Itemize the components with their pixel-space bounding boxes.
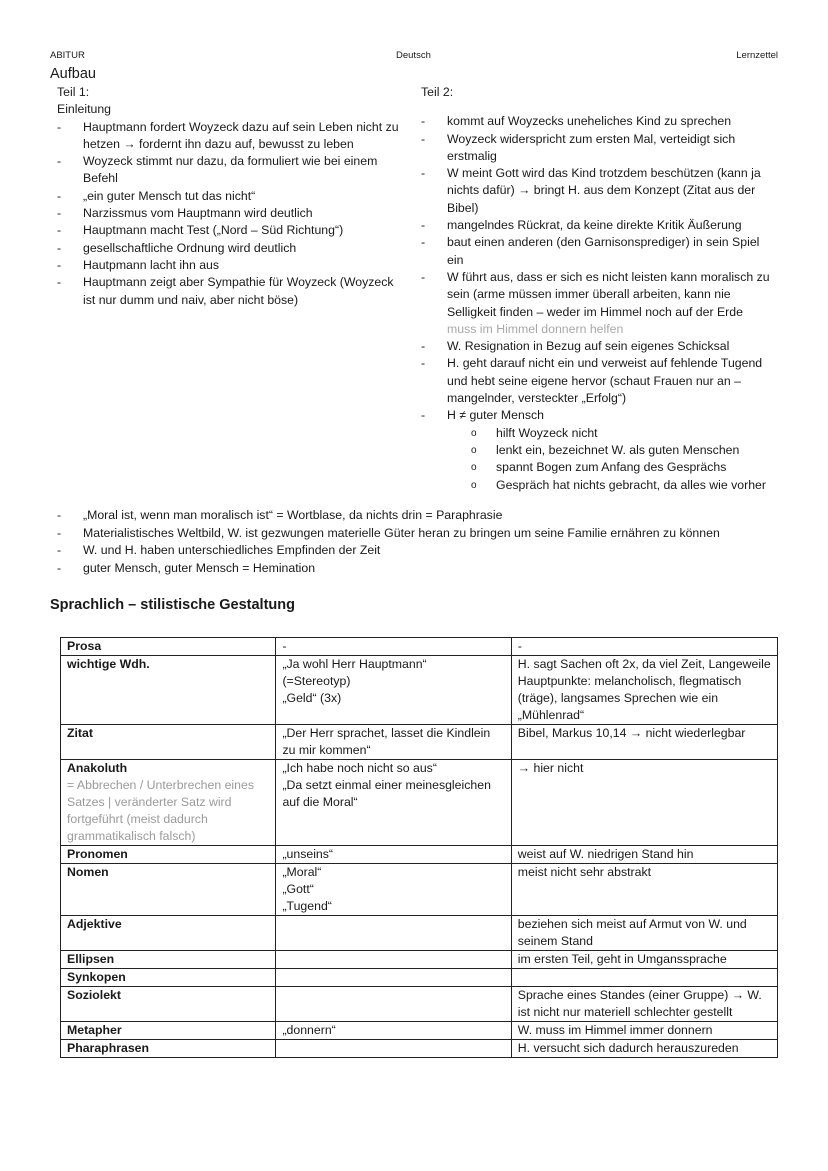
table-row [61, 987, 778, 1022]
example-line: - [282, 639, 287, 653]
teil1-list [57, 119, 407, 309]
list-item: - Hauptmann macht Test („Nord – Süd Richtung“) [57, 222, 407, 239]
term-cell [61, 987, 276, 1022]
table-row [61, 1040, 778, 1058]
teil2-label: Teil 2: [421, 85, 454, 99]
example-line: „unseins“ [282, 847, 334, 861]
table-row [61, 951, 778, 969]
term-label: Anakoluth [67, 761, 128, 775]
grey-annotation: muss im Himmel donnern helfen [447, 321, 624, 336]
term-label: Pharaphrasen [67, 1041, 150, 1055]
sub-list-item: o Gespräch hat nichts gebracht, da alles wie vorher [471, 477, 776, 494]
list-item: - mangelndes Rückrat, da keine direkte Kritik Äußerung [421, 217, 776, 234]
term-label: Zitat [67, 726, 93, 740]
list-item: - W. und H. haben unterschiedliches Empfinden der Zeit [57, 542, 797, 560]
table-row [61, 1022, 778, 1040]
list-item: - gesellschaftliche Ordnung wird deutlich [57, 240, 407, 257]
term-label: Ellipsen [67, 952, 115, 966]
example-line: „Der Herr sprachet, lasset die Kindlein zu mir kommen“ [282, 726, 491, 757]
sub-list-item: o hilft Woyzeck nicht [471, 425, 776, 442]
term-cell [61, 951, 276, 969]
explanation-line: beziehen sich meist auf Armut von W. und seinem Stand [517, 917, 747, 948]
term-label: Adjektive [67, 917, 122, 931]
teil2-sublist [421, 425, 776, 494]
list-item: - Hauptmann fordert Woyzeck dazu auf sein Leben nicht zu hetzen → fordernt ihn dazu auf, bewusst zu leben [57, 119, 407, 154]
explanation-cell [511, 987, 777, 1022]
term-cell [61, 1022, 276, 1040]
term-label: Metapher [67, 1023, 122, 1037]
explanation-line: Sprache eines Standes (einer Gruppe) → W. ist nicht nur materiell schlechter gestellt [517, 988, 762, 1019]
term-cell [61, 864, 276, 916]
example-line: „Geld“ (3x) [282, 691, 342, 705]
explanation-line: → hier nicht [517, 761, 584, 775]
term-cell [61, 969, 276, 987]
list-item: - „ein guter Mensch tut das nicht“ [57, 188, 407, 205]
list-item: - Narzissmus vom Hauptmann wird deutlich [57, 205, 407, 222]
explanation-line: W. muss im Himmel immer donnern [517, 1023, 713, 1037]
table-row [61, 864, 778, 916]
example-cell [276, 987, 511, 1022]
explanation-line: meist nicht sehr abstrakt [517, 865, 652, 879]
term-cell [61, 638, 276, 656]
list-item: - Materialistisches Weltbild, W. ist gezwungen materielle Güter heran zu bringen um seine Familie ernähren zu können [57, 525, 797, 543]
example-line: „Ich habe noch nicht so aus“ [282, 761, 437, 775]
header-subject-level: ABITUR [50, 50, 85, 61]
sub-list-item: o lenkt ein, bezeichnet W. als guten Menschen [471, 442, 776, 459]
explanation-line: H. versucht sich dadurch herauszureden [517, 1041, 739, 1055]
list-item: - Hauptmann zeigt aber Sympathie für Woyzeck (Woyzeck ist nur dumm und naiv, aber nicht böse) [57, 274, 407, 309]
term-label: Soziolekt [67, 988, 121, 1002]
example-cell [276, 969, 511, 987]
list-item: - H ≠ guter Mensch [421, 407, 776, 424]
table-row [61, 760, 778, 846]
explanation-line: weist auf W. niedrigen Stand hin [517, 847, 694, 861]
example-cell [276, 760, 511, 846]
term-cell [61, 656, 276, 725]
example-cell [276, 1022, 511, 1040]
list-item: - H. geht darauf nicht ein und verweist auf fehlende Tugend und hebt seine eigene hervor (schaut Frauen nur an – mangelnder, versteckter „Erfolg“) [421, 355, 776, 407]
term-cell [61, 1040, 276, 1058]
term-label: Pronomen [67, 847, 128, 861]
list-item [421, 269, 776, 338]
example-cell [276, 725, 511, 760]
term-note: = Abbrechen / Unterbrechen eines Satzes | veränderter Satz wird fortgeführt (meist dadurch grammatikalisch falsch) [67, 778, 254, 843]
section-title-aufbau: Aufbau [50, 66, 96, 82]
table-row [61, 638, 778, 656]
teil2-column [421, 84, 776, 494]
list-item: - Woyzeck stimmt nur dazu, da formuliert wie bei einem Befehl [57, 153, 407, 188]
teil2-list [421, 113, 776, 424]
list-item: - W. Resignation in Bezug auf sein eigenes Schicksal [421, 338, 776, 355]
explanation-line: H. sagt Sachen oft 2x, da viel Zeit, Langeweile [517, 657, 771, 671]
example-line: „Ja wohl Herr Hauptmann“ [282, 657, 427, 671]
teil1-sublabel: Einleitung [57, 102, 112, 117]
explanation-cell [511, 656, 777, 725]
list-item-text: W führt aus, dass er sich es nicht leisten kann moralisch zu sein (arme müssen immer überall arbeiten, kann nie Selligkeit finden – weder im Himmel noch auf der Erde [447, 269, 770, 319]
table-row [61, 656, 778, 725]
table-row [61, 969, 778, 987]
term-cell [61, 760, 276, 846]
example-cell [276, 846, 511, 864]
example-line: „Da setzt einmal einer meinesgleichen auf die Moral“ [282, 778, 491, 809]
teil1-label: Teil 1: [57, 85, 90, 99]
explanation-cell [511, 638, 777, 656]
explanation-cell [511, 1022, 777, 1040]
example-line: „Gott“ [282, 882, 314, 896]
explanation-line: Bibel, Markus 10,14 → nicht wiederlegbar [517, 726, 746, 740]
example-cell [276, 951, 511, 969]
list-item: - kommt auf Woyzecks uneheliches Kind zu sprechen [421, 113, 776, 130]
list-item: - baut einen anderen (den Garnisonsprediger) in sein Spiel ein [421, 234, 776, 269]
explanation-cell [511, 969, 777, 987]
list-item: - Hautpmann lacht ihn aus [57, 257, 407, 274]
explanation-cell [511, 951, 777, 969]
explanation-cell [511, 760, 777, 846]
term-label: Synkopen [67, 970, 126, 984]
explanation-cell [511, 725, 777, 760]
term-cell [61, 916, 276, 951]
example-cell [276, 656, 511, 725]
header-doc-type: Lernzettel [736, 50, 778, 61]
explanation-line: - [517, 639, 522, 653]
explanation-cell [511, 846, 777, 864]
term-label: Nomen [67, 865, 109, 879]
list-item: - „Moral ist, wenn man moralisch ist“ = Wortblase, da nichts drin = Paraphrasie [57, 507, 797, 525]
table-row [61, 916, 778, 951]
example-line: „donnern“ [282, 1023, 336, 1037]
list-item: - Woyzeck widerspricht zum ersten Mal, verteidigt sich erstmalig [421, 131, 776, 166]
teil1-column [57, 84, 407, 309]
sub-list-item: o spannt Bogen zum Anfang des Gesprächs [471, 459, 776, 476]
table-row [61, 725, 778, 760]
explanation-cell [511, 864, 777, 916]
stilmittel-table [60, 637, 778, 1058]
example-line: (=Stereotyp) [282, 674, 351, 688]
term-cell [61, 725, 276, 760]
section-title-stilistik: Sprachlich – stilistische Gestaltung [50, 597, 295, 613]
explanation-line: Hauptpunkte: melancholisch, flegmatisch (träge), langsames Sprechen wie ein „Mühlenrad“ [517, 674, 742, 722]
explanation-cell [511, 916, 777, 951]
example-cell [276, 1040, 511, 1058]
table-row [61, 846, 778, 864]
term-cell [61, 846, 276, 864]
summary-list [57, 507, 797, 577]
example-cell [276, 638, 511, 656]
explanation-line: im ersten Teil, geht in Umganssprache [517, 952, 727, 966]
example-line: „Tugend“ [282, 899, 332, 913]
explanation-cell [511, 1040, 777, 1058]
example-cell [276, 864, 511, 916]
term-label: wichtige Wdh. [67, 657, 150, 671]
term-label: Prosa [67, 639, 102, 653]
list-item: - W meint Gott wird das Kind trotzdem beschützen (kann ja nichts dafür) → bringt H. aus dem Konzept (Zitat aus der Bibel) [421, 165, 776, 217]
example-cell [276, 916, 511, 951]
header-subject: Deutsch [396, 50, 431, 61]
list-item: - guter Mensch, guter Mensch = Hemination [57, 560, 797, 578]
example-line: „Moral“ [282, 865, 322, 879]
